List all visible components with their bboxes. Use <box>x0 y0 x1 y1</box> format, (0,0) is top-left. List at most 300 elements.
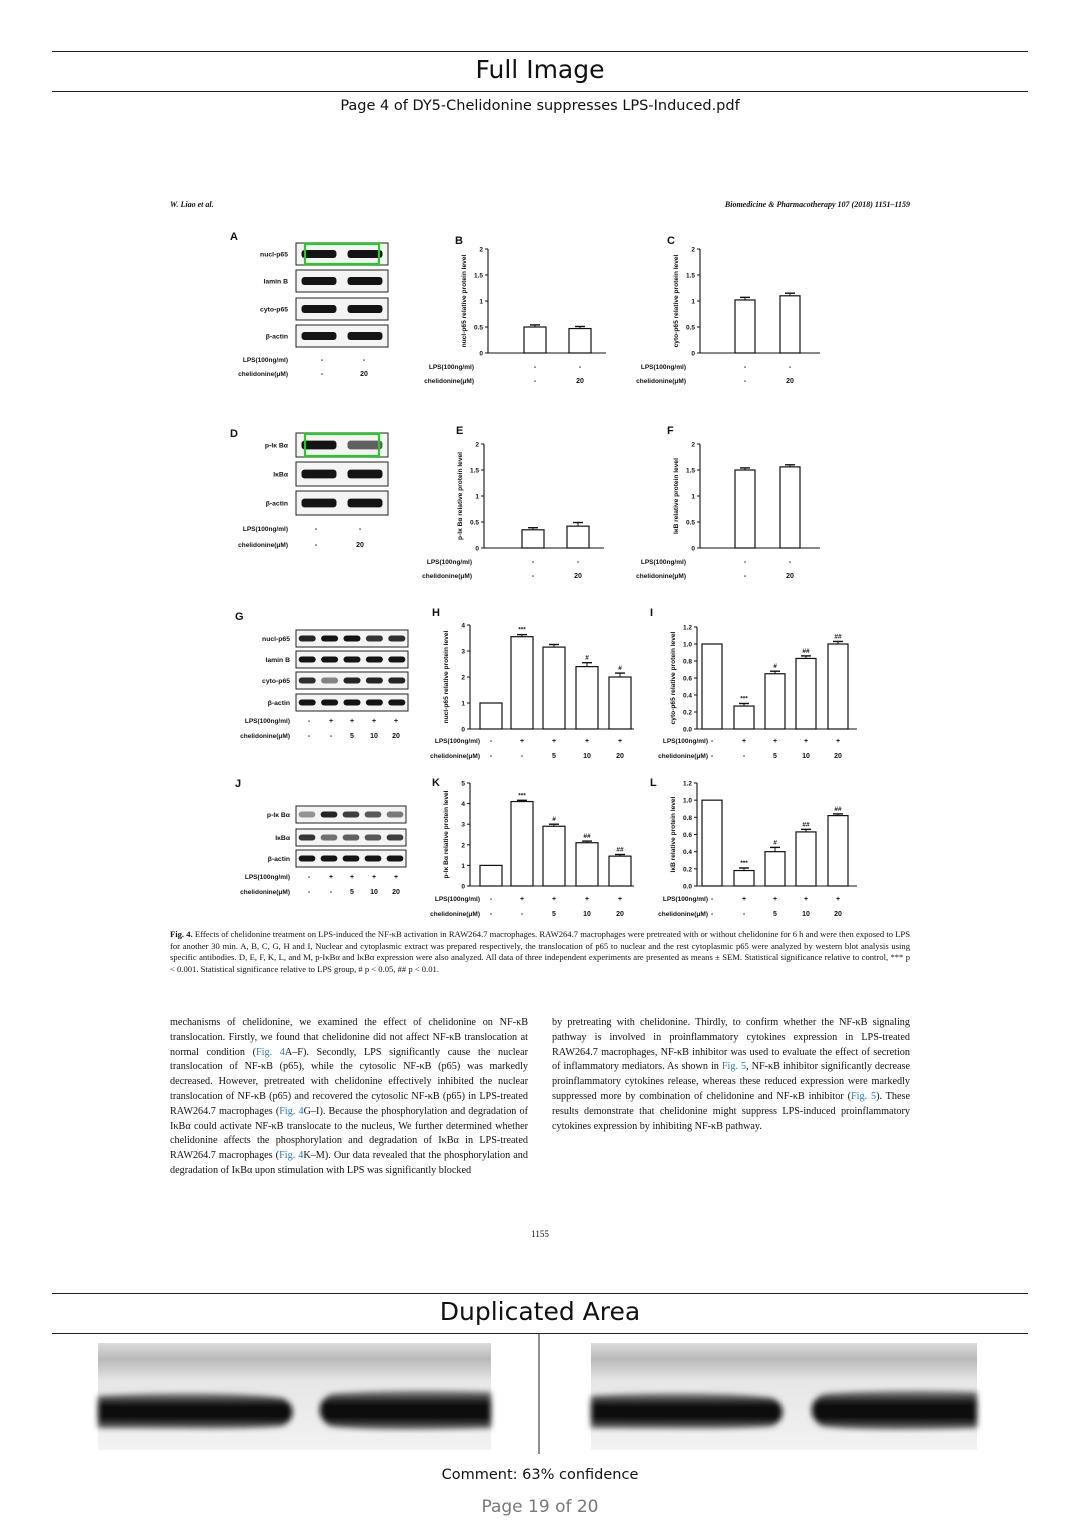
bar <box>828 816 848 886</box>
bar <box>524 327 546 353</box>
blot-band <box>343 811 360 817</box>
bar <box>735 470 755 548</box>
significance-mark: *** <box>518 792 526 800</box>
lane-condition: + <box>393 874 399 881</box>
y-tick-label: 3 <box>461 648 465 656</box>
lane-condition: - <box>362 357 366 364</box>
lane-condition: - <box>489 896 493 903</box>
lane-condition: - <box>576 559 580 566</box>
panel-letter: K <box>432 777 440 789</box>
running-head-right: Biomedicine & Pharmacotherapy 107 (2018) 1151–1159 <box>724 200 910 209</box>
y-tick-label: 1.5 <box>685 272 695 280</box>
lps-label: LPS(100ng/ml) <box>242 526 288 533</box>
bar <box>796 832 816 886</box>
lane-condition: + <box>772 738 778 745</box>
chelidonine-label: chelidonine(μM) <box>636 573 686 580</box>
significance-mark: *** <box>740 859 748 867</box>
y-tick-label: 4 <box>461 801 465 809</box>
y-tick-label: 1.0 <box>682 797 692 805</box>
blot-band <box>388 677 405 683</box>
lane-condition: - <box>314 542 318 549</box>
y-tick-label: 2 <box>475 441 479 449</box>
lane-condition: - <box>578 364 582 371</box>
bar <box>828 644 848 729</box>
blot-band <box>365 834 382 840</box>
caption-title: Effects of chelidonine treatment on LPS-induced the NF-κB activation in RAW264.7 macrophages. <box>194 929 538 939</box>
y-tick-label: 5 <box>461 780 465 788</box>
blot-band <box>299 699 316 705</box>
y-axis-label: IκB relative protein level <box>670 796 677 873</box>
blot-row-label: p-Iκ Bα <box>266 812 290 819</box>
bar <box>796 658 816 729</box>
y-tick-label: 1.0 <box>682 641 692 649</box>
page-subtitle: Page 4 of DY5-Chelidonine suppresses LPS-Induced.pdf <box>340 98 740 114</box>
blot-band <box>299 656 316 662</box>
bar <box>543 647 565 729</box>
y-tick-label: 0.2 <box>682 866 692 874</box>
chelidonine-label: chelidonine(μM) <box>424 378 474 385</box>
y-tick-label: 0.0 <box>682 883 692 891</box>
y-tick-label: 0.0 <box>682 726 692 734</box>
blot-band <box>388 699 405 705</box>
lane-condition: - <box>743 364 747 371</box>
lane-condition: + <box>519 896 525 903</box>
blot-row-label: lamin B <box>263 278 288 286</box>
blot-band <box>348 250 383 258</box>
y-tick-label: 0 <box>479 350 483 358</box>
panel-letter: F <box>667 425 674 437</box>
figure-caption <box>170 929 910 976</box>
blot-band <box>321 811 338 817</box>
chelidonine-label: chelidonine(μM) <box>240 733 290 740</box>
fig-link[interactable]: Fig. 5 <box>850 1090 877 1102</box>
y-tick-label: 0 <box>691 545 695 553</box>
blot-row-label: lamin B <box>265 657 290 664</box>
blot-band <box>343 677 360 683</box>
bar <box>702 800 722 886</box>
lps-label: LPS(100ng/ml) <box>434 738 480 745</box>
lane-condition: - <box>307 733 311 740</box>
lane-condition: 20 <box>834 753 842 760</box>
blot-band <box>321 699 338 705</box>
bar <box>734 706 754 729</box>
y-tick-label: 1 <box>691 298 695 306</box>
lane-condition: + <box>741 896 747 903</box>
y-tick-label: 0 <box>475 545 479 553</box>
blot-band <box>321 677 338 683</box>
blot-band <box>348 441 383 450</box>
bar <box>780 467 800 548</box>
chelidonine-label: chelidonine(μM) <box>658 753 708 760</box>
blot-row-label: nucl-p65 <box>262 636 290 643</box>
blot-band <box>348 277 383 285</box>
lane-condition: 10 <box>370 733 378 740</box>
lane-condition: + <box>519 738 525 745</box>
chelidonine-label: chelidonine(μM) <box>240 889 290 896</box>
lane-condition: - <box>743 378 747 385</box>
blot-band <box>366 699 383 705</box>
blot-band <box>302 441 337 450</box>
blot-band <box>348 470 383 479</box>
lane-condition: 10 <box>583 911 591 918</box>
y-tick-label: 1 <box>691 493 695 501</box>
lane-condition: - <box>329 889 333 896</box>
lane-condition: + <box>371 718 377 725</box>
blot-row-label: cyto-p65 <box>260 306 288 314</box>
panel-letter: L <box>650 777 657 789</box>
lane-condition: + <box>371 874 377 881</box>
lane-condition: 5 <box>350 889 354 896</box>
lps-label: LPS(100ng/ml) <box>434 896 480 903</box>
bar <box>543 826 565 886</box>
lane-condition: + <box>328 718 334 725</box>
y-tick-label: 1.2 <box>682 624 692 632</box>
lane-condition: - <box>531 573 535 580</box>
lps-label: LPS(100ng/ml) <box>244 874 290 881</box>
y-tick-label: 0.4 <box>682 849 692 857</box>
lane-condition: - <box>320 371 324 378</box>
y-axis-label: cyto-p65 relative protein level <box>670 631 677 725</box>
y-tick-label: 2 <box>691 441 695 449</box>
lane-condition: 10 <box>583 753 591 760</box>
blot-band <box>299 677 316 683</box>
lane-condition: 20 <box>616 911 624 918</box>
y-tick-label: 0.5 <box>473 324 483 332</box>
lane-condition: - <box>307 874 311 881</box>
body-column-left: mechanisms of chelidonine, we examined the effect of chelidonine on NF-κB translocation. Firstly, we found that chelidonine did not affect NF-κB translocation at normal condition (Fig. 4A–F). Secondly, LPS significantly cause the nuclear translocation of NF-κB (p65), while the cytosolic NF-κB (p65) was markedly decreased. However, pretreated with chelidonine effectively inhibited the nuclear translocation of NF-κB (p65) and recovered the cytosolic NF-κB (p65) in LPS-treated RAW264.7 macrophages (Fig. 4G–I). Because the phosphorylation and degradation of IκBα could activate NF-κB translocate to the nucleus, We further determined whether chelidonine affects the phosphorylation and degradation of IκBα in LPS-treated RAW264.7 macrophages (Fig. 4K–M). Our data revealed that the phosphorylation and degradation of IκBα upon stimulation with LPS was significantly blocked <box>170 1017 528 1176</box>
running-head-left: W. Liao et al. <box>170 200 214 209</box>
chelidonine-label: chelidonine(μM) <box>238 371 288 378</box>
lane-condition: + <box>584 896 590 903</box>
blot-band <box>321 635 338 641</box>
lane-condition: + <box>584 738 590 745</box>
y-tick-label: 1 <box>461 700 465 708</box>
blot-band <box>299 855 316 861</box>
lane-condition: - <box>314 526 318 533</box>
bar <box>569 329 591 353</box>
lane-condition: 10 <box>370 889 378 896</box>
blot-band <box>302 250 337 258</box>
y-tick-label: 0 <box>461 883 465 891</box>
duplicated-area-title: Duplicated Area <box>439 1297 641 1326</box>
lane-condition: 20 <box>360 371 368 378</box>
significance-mark: ## <box>834 633 842 641</box>
blot-band <box>366 656 383 662</box>
lane-condition: 20 <box>834 911 842 918</box>
y-axis-label: p-Iκ Bα relative protein level <box>457 452 464 540</box>
significance-mark: ## <box>802 821 810 829</box>
y-tick-label: 0 <box>461 726 465 734</box>
bar <box>522 530 544 548</box>
lane-condition: 20 <box>356 542 364 549</box>
bar <box>765 852 785 886</box>
bar <box>511 637 533 729</box>
panel-letter: B <box>455 235 463 247</box>
lane-condition: 10 <box>802 911 810 918</box>
lane-condition: + <box>349 874 355 881</box>
lane-condition: + <box>551 896 557 903</box>
lps-label: LPS(100ng/ml) <box>662 738 708 745</box>
bar <box>480 865 502 886</box>
lane-condition: - <box>489 753 493 760</box>
lane-condition: - <box>788 364 792 371</box>
significance-mark: ## <box>802 647 810 655</box>
y-tick-label: 2 <box>691 246 695 254</box>
chelidonine-label: chelidonine(μM) <box>238 542 288 549</box>
blot-band <box>321 656 338 662</box>
significance-mark: ## <box>834 805 842 813</box>
y-tick-label: 0.5 <box>685 324 695 332</box>
lps-label: LPS(100ng/ml) <box>662 896 708 903</box>
caption-text: RAW264.7 macrophages were pretreated with or without chelidonine for 6 h and were then exposed to LPS for another 30 min. A, B, C, G, H and I, Nuclear and cytoplasmic extract was prepared respectively, the translocation of p65 to nuclear and the rest cytoplasmic p65 were analyzed by western blot analysis using specific antibodies. D, E, F, K, L, and M, p-IκBα and IκBα expression were also analyzed. All data of three independent experiments are presented as means ± SEM. Statistical significance relative to control, *** p < 0.001. Statistical significance relative to LPS group, # p < 0.05, ## p < 0.01. <box>170 929 910 975</box>
comment: Comment: 63% confidence <box>441 1467 639 1483</box>
lane-condition: 5 <box>773 911 777 918</box>
bar <box>511 802 533 886</box>
panel-letter: H <box>432 607 440 619</box>
lane-condition: - <box>742 753 746 760</box>
lane-condition: 20 <box>392 733 400 740</box>
lane-condition: + <box>617 738 623 745</box>
bar <box>576 667 598 729</box>
lane-condition: - <box>358 526 362 533</box>
bar <box>765 674 785 729</box>
blot-row-label: cyto-p65 <box>262 678 290 685</box>
lps-label: LPS(100ng/ml) <box>242 357 288 364</box>
bar <box>576 843 598 886</box>
significance-mark: # <box>773 839 777 847</box>
panel-letter: C <box>667 235 675 247</box>
lane-condition: - <box>742 911 746 918</box>
y-tick-label: 0.2 <box>682 709 692 717</box>
significance-mark: # <box>585 654 589 662</box>
y-tick-label: 1.5 <box>469 467 479 475</box>
significance-mark: ## <box>583 833 591 841</box>
lane-condition: 5 <box>350 733 354 740</box>
lane-condition: 20 <box>576 378 584 385</box>
blot-row-label: IκBα <box>275 835 290 842</box>
duplicated-area-crops <box>0 1334 1080 1464</box>
y-tick-label: 4 <box>461 622 465 630</box>
blot-band <box>343 699 360 705</box>
blot-row-label: β-actin <box>265 333 288 341</box>
blot-band <box>299 635 316 641</box>
lane-condition: - <box>743 573 747 580</box>
bar <box>480 703 502 729</box>
y-tick-label: 2 <box>461 842 465 850</box>
fig-link[interactable]: Fig. 4 <box>279 1105 304 1117</box>
lane-condition: 5 <box>552 753 556 760</box>
lane-condition: - <box>710 753 714 760</box>
blot-band <box>343 855 360 861</box>
y-tick-label: 1 <box>475 493 479 501</box>
y-tick-label: 0 <box>691 350 695 358</box>
lane-condition: - <box>533 378 537 385</box>
lps-label: LPS(100ng/ml) <box>640 559 686 566</box>
y-tick-label: 1 <box>461 862 465 870</box>
bar <box>735 300 755 353</box>
lane-condition: - <box>788 559 792 566</box>
caption-label: Fig. 4. <box>170 929 193 939</box>
panel-letter: D <box>230 428 238 440</box>
y-axis-label: IκB relative protein level <box>673 458 680 534</box>
dup-top-rule <box>52 1293 1028 1294</box>
significance-mark: # <box>773 663 777 671</box>
y-tick-label: 0.6 <box>682 832 692 839</box>
lane-condition: 5 <box>552 911 556 918</box>
y-axis-label: cyto-p65 relative protein level <box>673 254 680 348</box>
y-tick-label: 1.5 <box>685 467 695 475</box>
lane-condition: 20 <box>574 573 582 580</box>
lane-condition: - <box>320 357 324 364</box>
blot-row-label: β-actin <box>267 856 290 863</box>
blot-band <box>366 635 383 641</box>
significance-mark: # <box>552 816 556 824</box>
journal-page-number: 1155 <box>531 1229 549 1239</box>
blot-row-label: IκBα <box>273 471 288 479</box>
lane-condition: - <box>710 896 714 903</box>
lps-label: LPS(100ng/ml) <box>426 559 472 566</box>
lane-condition: 10 <box>802 753 810 760</box>
blot-band <box>348 332 383 340</box>
blot-band <box>302 499 337 508</box>
body-column-right: by pretreating with chelidonine. Thirdly, to confirm whether the NF-κB signaling pathway is involved in proinflammatory cytokines expression in LPS-treated RAW264.7 macrophages, NF-κB inhibitor was used to evaluate the effect of secretion of inflammatory mediators. As shown in Fig. 5, NF-κB inhibitor significantly decrease proinflammatory cytokines release, whereas these reduced expression were markedly suppressed more by combination of chelidonine and NF-κB inhibitor (Fig. 5). These results demonstrate that chelidonine might suppress LPS-induced proinflammatory cytokines expression by inhibiting NF-κB pathway. <box>552 1017 910 1132</box>
blot-band <box>387 834 404 840</box>
chelidonine-label: chelidonine(μM) <box>422 573 472 580</box>
lps-label: LPS(100ng/ml) <box>428 364 474 371</box>
lane-condition: 20 <box>786 573 794 580</box>
lane-condition: - <box>307 889 311 896</box>
lane-condition: + <box>772 896 778 903</box>
lane-condition: + <box>328 874 334 881</box>
page-title: Full Image <box>475 55 605 84</box>
lane-condition: - <box>329 733 333 740</box>
blot-band <box>302 277 337 285</box>
panel-letter: E <box>456 425 464 437</box>
panel-letter: I <box>650 607 654 619</box>
bar <box>609 677 631 729</box>
panel-letter: A <box>230 231 238 243</box>
lane-condition: - <box>489 738 493 745</box>
bar <box>734 871 754 886</box>
panel-letter: G <box>235 611 244 623</box>
y-axis-label: p-Iκ Bα relative protein level <box>443 790 450 879</box>
y-axis-label: nucl-p65 relative protein level <box>443 630 450 724</box>
page-indicator: Page 19 of 20 <box>481 1497 599 1517</box>
lane-condition: + <box>393 718 399 725</box>
blot-row-label: β-actin <box>267 700 290 707</box>
blot-band <box>348 305 383 313</box>
panel-letter: J <box>235 778 242 790</box>
bar <box>609 856 631 886</box>
chelidonine-label: chelidonine(μM) <box>430 753 480 760</box>
blot-band <box>388 656 405 662</box>
lane-condition: + <box>741 738 747 745</box>
blot-row-label: nucl-p65 <box>260 251 288 259</box>
y-tick-label: 0.4 <box>682 692 692 700</box>
lane-condition: - <box>520 911 524 918</box>
lane-condition: + <box>617 896 623 903</box>
blot-band <box>365 855 382 861</box>
lane-condition: - <box>710 911 714 918</box>
lane-condition: 5 <box>773 753 777 760</box>
crop-left <box>98 1343 491 1450</box>
lane-condition: + <box>803 896 809 903</box>
blot-band <box>302 470 337 479</box>
y-tick-label: 1.2 <box>682 780 692 788</box>
y-tick-label: 0.8 <box>682 814 692 822</box>
significance-mark: # <box>618 665 622 673</box>
blot-band <box>366 677 383 683</box>
blot-band <box>321 834 338 840</box>
blot-band <box>388 635 405 641</box>
y-tick-label: 1.5 <box>473 272 483 280</box>
lane-condition: - <box>520 753 524 760</box>
lane-condition: - <box>743 559 747 566</box>
lane-condition: 20 <box>786 378 794 385</box>
fig-link[interactable]: Fig. 5 <box>721 1061 747 1073</box>
lane-condition: - <box>307 718 311 725</box>
fig-link[interactable]: Fig. 4 <box>279 1150 304 1162</box>
significance-mark: *** <box>518 626 526 634</box>
y-tick-label: 0.5 <box>469 519 479 527</box>
blot-band <box>302 332 337 340</box>
bar <box>780 296 800 353</box>
lane-condition: - <box>489 911 493 918</box>
blot-row-label: β-actin <box>265 500 288 508</box>
y-tick-label: 2 <box>479 246 483 254</box>
fig-link[interactable]: Fig. 4 <box>255 1046 285 1058</box>
crop-right <box>591 1343 977 1450</box>
y-tick-label: 2 <box>461 674 465 682</box>
lane-condition: - <box>533 364 537 371</box>
significance-mark: ## <box>616 846 624 854</box>
blot-band <box>348 499 383 508</box>
lane-condition: + <box>835 738 841 745</box>
y-tick-label: 1 <box>479 298 483 306</box>
lane-condition: - <box>531 559 535 566</box>
chelidonine-label: chelidonine(μM) <box>636 378 686 385</box>
chelidonine-label: chelidonine(μM) <box>430 911 480 918</box>
y-tick-label: 3 <box>461 821 465 829</box>
y-tick-label: 0.8 <box>682 658 692 666</box>
bar <box>567 526 589 548</box>
y-axis-label: nucl-p65 relative protein level <box>461 254 468 348</box>
y-tick-label: 0.6 <box>682 675 692 683</box>
blot-band <box>387 811 404 817</box>
lane-condition: - <box>710 738 714 745</box>
blot-row-label: p-Iκ Bα <box>264 442 288 450</box>
blot-band <box>299 834 316 840</box>
lane-condition: 20 <box>616 753 624 760</box>
blot-band <box>302 305 337 313</box>
chelidonine-label: chelidonine(μM) <box>658 911 708 918</box>
lps-label: LPS(100ng/ml) <box>244 718 290 725</box>
blot-band <box>321 855 338 861</box>
blot-band <box>343 635 360 641</box>
lane-condition: + <box>835 896 841 903</box>
lane-condition: + <box>803 738 809 745</box>
lps-label: LPS(100ng/ml) <box>640 364 686 371</box>
blot-band <box>343 834 360 840</box>
lane-condition: + <box>349 718 355 725</box>
significance-mark: *** <box>740 695 748 703</box>
blot-band <box>343 656 360 662</box>
blot-band <box>387 855 404 861</box>
lane-condition: 20 <box>392 889 400 896</box>
bar <box>702 644 722 729</box>
y-tick-label: 0.5 <box>685 519 695 527</box>
blot-band <box>365 811 382 817</box>
